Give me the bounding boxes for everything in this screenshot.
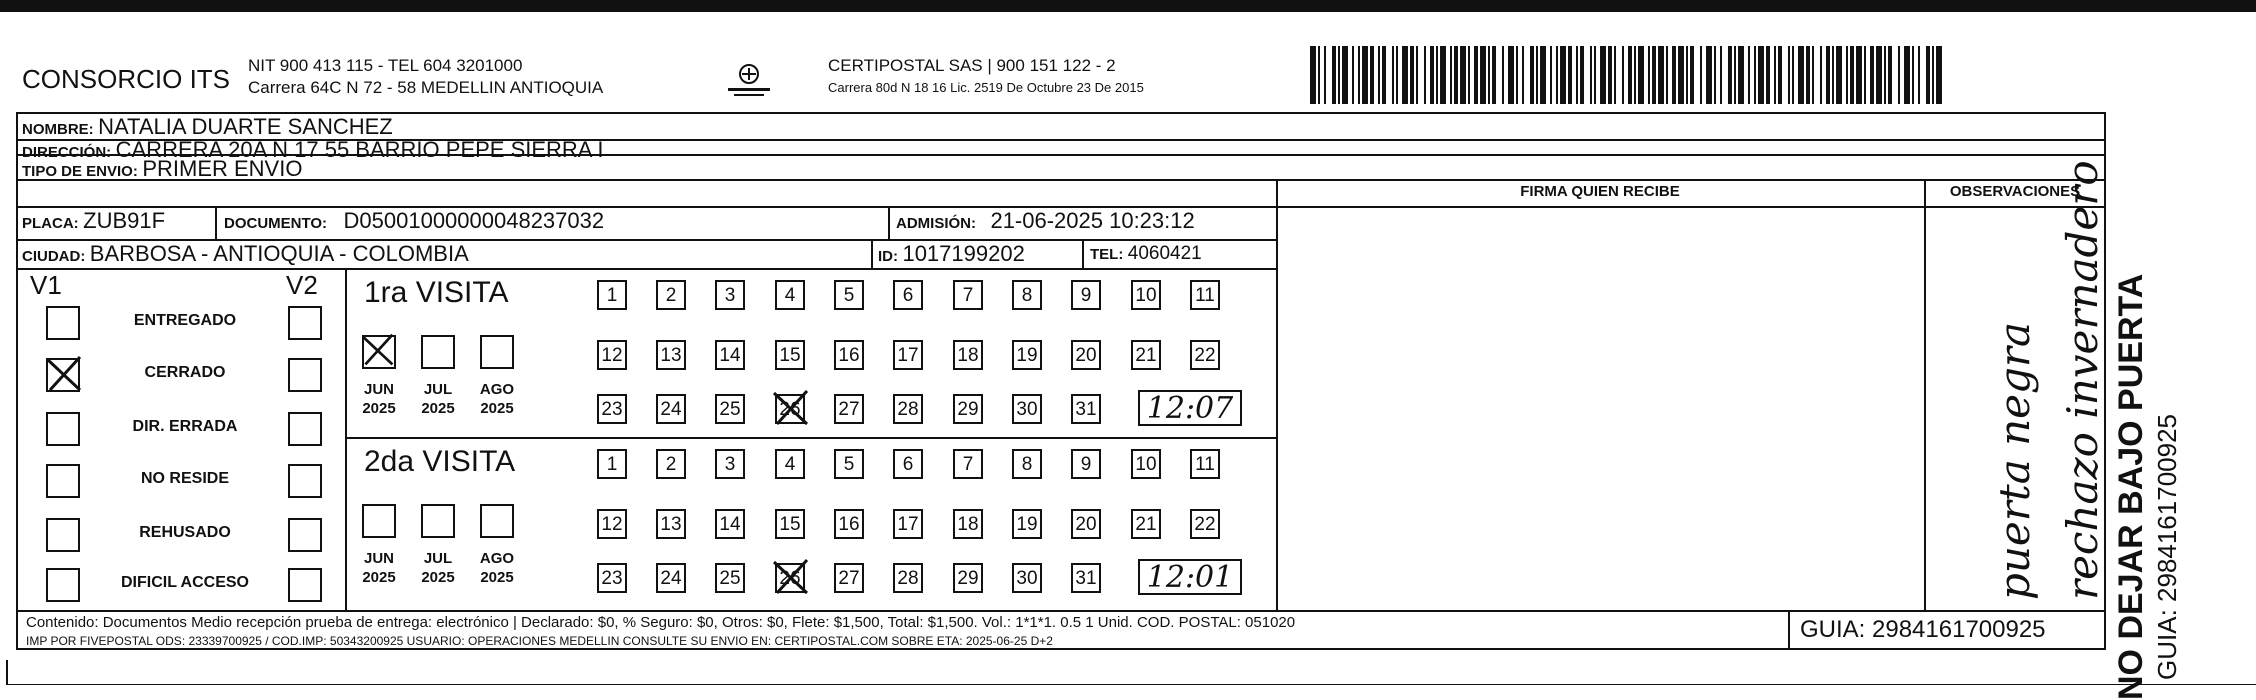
day-box[interactable]: 30 (1012, 563, 1042, 593)
barcode-bar (1806, 46, 1810, 104)
barcode-bar (1324, 46, 1326, 104)
month-name: JUN (363, 381, 394, 398)
barcode-bar (1460, 46, 1466, 104)
barcode-bar (1638, 46, 1644, 104)
barcode-bar (1580, 46, 1584, 104)
month-year: 2025 (421, 400, 455, 417)
barcode-bar (1410, 46, 1414, 104)
tel-row (1090, 243, 1202, 265)
barcode-bar (1436, 46, 1438, 104)
barcode-bar (1508, 46, 1514, 104)
row-divider (1276, 206, 2106, 208)
day-box[interactable]: 15 (775, 509, 805, 539)
barcode-bar (1672, 46, 1676, 104)
day-box[interactable]: 8 (1012, 449, 1042, 479)
barcode-bar (1812, 46, 1814, 104)
v1-header: V1 (30, 270, 62, 300)
day-box[interactable]: 11 (1190, 280, 1220, 310)
barcode-bar (1648, 46, 1650, 104)
company-nit: NIT 900 413 115 - TEL 604 3201000 (248, 56, 523, 75)
barcode-bar (1778, 46, 1782, 104)
barcode-bar (1492, 46, 1496, 104)
month-check-mark (360, 332, 396, 368)
barcode-bar (1318, 46, 1320, 104)
day-mark (771, 557, 811, 597)
barcode-bar (1628, 46, 1632, 104)
col-divider (888, 206, 890, 239)
day-box[interactable]: 25 (715, 394, 745, 424)
day-box[interactable]: 27 (834, 563, 864, 593)
barcode-bar (1614, 46, 1616, 104)
documento-label: DOCUMENTO: (224, 215, 328, 232)
id-row (878, 241, 1025, 267)
id-value: 1017199202 (902, 241, 1025, 266)
barcode-bar (1488, 46, 1490, 104)
barcode-bar (1332, 46, 1336, 104)
row-divider (16, 179, 2106, 181)
admision-value: 21-06-2025 10:23:12 (990, 208, 1195, 233)
visit-time: 12:01 (1138, 559, 1242, 595)
barcode-bar (1754, 46, 1756, 104)
barcode-bar (1870, 46, 1874, 104)
barcode-bar (1416, 46, 1418, 104)
day-box[interactable]: 5 (834, 449, 864, 479)
day-box[interactable]: 8 (1012, 280, 1042, 310)
day-box[interactable]: 6 (893, 280, 923, 310)
day-box[interactable]: 1 (597, 449, 627, 479)
v2-header: V2 (286, 270, 318, 300)
barcode-bar (1600, 46, 1606, 104)
v2-checkbox[interactable] (288, 358, 322, 392)
ciudad-value: BARBOSA - ANTIOQUIA - COLOMBIA (89, 241, 469, 266)
barcode-bar (1774, 46, 1776, 104)
month-name: JUL (423, 550, 453, 567)
day-box[interactable]: 11 (1190, 449, 1220, 479)
day-box[interactable]: 13 (656, 340, 686, 370)
day-box[interactable]: 7 (953, 449, 983, 479)
day-box[interactable]: 17 (893, 340, 923, 370)
barcode-bar (1396, 46, 1398, 104)
tipo-value: PRIMER ENVIO (142, 156, 303, 181)
v2-checkbox[interactable] (288, 464, 322, 498)
day-box[interactable]: 2 (656, 280, 686, 310)
barcode-bar (1846, 46, 1848, 104)
observacion-line-1: puerta negra (1990, 321, 2039, 600)
admision-row (896, 208, 1195, 234)
barcode-bar (1362, 46, 1368, 104)
barcode-bar (1864, 46, 1866, 104)
barcode-bar (1576, 46, 1578, 104)
barcode-bar (1884, 46, 1886, 104)
barcode-bar (1734, 46, 1736, 104)
barcode-bar (1720, 46, 1722, 104)
day-box[interactable]: 30 (1012, 394, 1042, 424)
tipo-row (22, 156, 302, 182)
v2-checkbox[interactable] (288, 518, 322, 552)
barcode-bar (1748, 46, 1750, 104)
company-name: CONSORCIO ITS (22, 64, 231, 94)
day-box[interactable]: 13 (656, 509, 686, 539)
month-year: 2025 (362, 569, 396, 586)
day-mark (771, 388, 811, 428)
v1-checkbox[interactable] (46, 412, 80, 446)
cut-line (6, 684, 2256, 685)
day-box[interactable]: 16 (834, 340, 864, 370)
day-box[interactable]: 27 (834, 394, 864, 424)
tel-value: 4060421 (1127, 243, 1202, 264)
direccion-value: CARRERA 20A N 17 55 BARRIO PEPE SIERRA I (115, 137, 604, 162)
barcode-bar (1382, 46, 1386, 104)
barcode-bar (1820, 46, 1822, 104)
status-label: CERRADO (144, 364, 226, 381)
barcode-bar (1530, 46, 1534, 104)
day-box[interactable]: 20 (1071, 340, 1101, 370)
month-year: 2025 (421, 569, 455, 586)
month-label (413, 549, 463, 587)
day-box[interactable]: 9 (1071, 280, 1101, 310)
visit-title: 2da VISITA (364, 445, 516, 478)
day-box[interactable]: 6 (893, 449, 923, 479)
barcode-bar (1522, 46, 1524, 104)
v2-checkbox[interactable] (288, 568, 322, 602)
courier-license: Carrera 80d N 18 16 Lic. 2519 De Octubre 23 De 2015 (828, 80, 1144, 95)
month-label (354, 549, 404, 587)
day-box[interactable]: 25 (715, 563, 745, 593)
day-box[interactable]: 26 (775, 394, 805, 424)
barcode-bar (1454, 46, 1458, 104)
barcode-bar (1904, 46, 1910, 104)
day-box[interactable]: 2 (656, 449, 686, 479)
row-divider (16, 268, 1276, 270)
barcode-bar (1342, 46, 1348, 104)
barcode-bar (1560, 46, 1566, 104)
day-box[interactable]: 12 (597, 509, 627, 539)
barcode-bar (1352, 46, 1354, 104)
day-box[interactable]: 31 (1071, 394, 1101, 424)
day-box[interactable]: 23 (597, 394, 627, 424)
month-year: 2025 (480, 400, 514, 417)
ciudad-label: CIUDAD: (22, 248, 86, 265)
barcode-bar (1516, 46, 1518, 104)
col-divider (345, 268, 347, 610)
visit-title: 1ra VISITA (364, 276, 509, 309)
nombre-label: NOMBRE: (22, 121, 94, 138)
v1-checkbox[interactable] (46, 306, 80, 340)
col-divider (871, 239, 873, 268)
barcode-bar (1556, 46, 1558, 104)
v1-checkbox[interactable] (46, 464, 80, 498)
observaciones-label: OBSERVACIONES (1949, 183, 2081, 200)
tipo-label: TIPO DE ENVIO: (22, 163, 138, 180)
day-box[interactable]: 1 (597, 280, 627, 310)
tel-label: TEL: (1090, 246, 1124, 263)
barcode-bar (1338, 46, 1340, 104)
barcode-bar (1622, 46, 1624, 104)
v1-checkbox[interactable] (46, 518, 80, 552)
barcode-bar (1370, 46, 1374, 104)
barcode-bar (1738, 46, 1744, 104)
day-box[interactable]: 7 (953, 280, 983, 310)
day-box[interactable]: 9 (1071, 449, 1101, 479)
footer-content: Contenido: Documentos Medio recepción prueba de entrega: electrónico | Declarado: $0, % Seguro: $0, Otros: $0, Flete: $1,500, Total: $1,500. Vol.: 1*1*1. 0.5 1 Unid. COD. POSTAL: 051020 (26, 614, 1296, 631)
barcode-bar (1766, 46, 1770, 104)
barcode-bar (1440, 46, 1446, 104)
barcode-bar (1758, 46, 1764, 104)
day-box[interactable]: 15 (775, 340, 805, 370)
barcode-bar (1402, 46, 1408, 104)
barcode-bar (1652, 46, 1656, 104)
barcode-bar (1850, 46, 1854, 104)
day-box[interactable]: 14 (715, 509, 745, 539)
crop-mark (6, 660, 8, 684)
barcode-bar (1502, 46, 1504, 104)
side-guia: GUIA: 2984161700925 (2152, 414, 2182, 680)
day-box[interactable]: 31 (1071, 563, 1101, 593)
barcode-bar (1666, 46, 1668, 104)
barcode (1310, 46, 1950, 104)
day-box[interactable]: 28 (893, 394, 923, 424)
admision-label: ADMISIÓN: (896, 215, 976, 232)
company-address: Carrera 64C N 72 - 58 MEDELLIN ANTIOQUIA (248, 78, 604, 97)
status-label: DIFICIL ACCESO (120, 574, 249, 591)
status-label: ENTREGADO (133, 312, 237, 329)
day-box[interactable]: 16 (834, 509, 864, 539)
barcode-bar (1728, 46, 1732, 104)
barcode-bar (1690, 46, 1694, 104)
day-box[interactable]: 21 (1131, 509, 1161, 539)
month-name: JUL (423, 381, 453, 398)
barcode-bar (1358, 46, 1360, 104)
courier-nit: CERTIPOSTAL SAS | 900 151 122 - 2 (828, 56, 1116, 75)
barcode-bar (1550, 46, 1552, 104)
day-box[interactable]: 21 (1131, 340, 1161, 370)
status-label: DIR. ERRADA (132, 418, 238, 435)
barcode-bar (1392, 46, 1394, 104)
barcode-bar (1450, 46, 1452, 104)
day-box[interactable]: 17 (893, 509, 923, 539)
barcode-bar (1700, 46, 1702, 104)
barcode-bar (1634, 46, 1636, 104)
month-checkbox[interactable] (421, 504, 455, 538)
barcode-bar (1480, 46, 1486, 104)
month-name: JUN (363, 550, 394, 567)
status-label: REHUSADO (139, 524, 231, 541)
col-divider (1788, 610, 1790, 650)
day-box[interactable]: 12 (597, 340, 627, 370)
barcode-bar (1912, 46, 1914, 104)
observacion-line-2: rechazo invernadero (2058, 160, 2107, 600)
barcode-bar (1608, 46, 1612, 104)
documento-row (224, 208, 604, 234)
month-label (354, 380, 404, 418)
barcode-bar (1590, 46, 1592, 104)
day-box[interactable]: 20 (1071, 509, 1101, 539)
barcode-bar (1936, 46, 1942, 104)
v2-checkbox[interactable] (288, 412, 322, 446)
day-box[interactable]: 3 (715, 449, 745, 479)
row-divider (16, 610, 2106, 612)
barcode-bar (1856, 46, 1862, 104)
month-checkbox[interactable] (362, 504, 396, 538)
visit-time: 12:07 (1138, 390, 1242, 426)
barcode-bar (1474, 46, 1478, 104)
barcode-bar (1898, 46, 1900, 104)
day-box[interactable]: 5 (834, 280, 864, 310)
placa-label: PLACA: (22, 215, 79, 232)
nombre-value: NATALIA DUARTE SANCHEZ (98, 114, 393, 139)
day-box[interactable]: 26 (775, 563, 805, 593)
day-box[interactable]: 24 (656, 563, 686, 593)
barcode-bar (1798, 46, 1804, 104)
day-box[interactable]: 28 (893, 563, 923, 593)
barcode-bar (1888, 46, 1892, 104)
v2-checkbox[interactable] (288, 306, 322, 340)
day-box[interactable]: 18 (953, 340, 983, 370)
barcode-bar (1378, 46, 1380, 104)
day-box[interactable]: 4 (775, 449, 805, 479)
v1-checkbox[interactable] (46, 568, 80, 602)
firma-label: FIRMA QUIEN RECIBE (1520, 183, 1680, 200)
barcode-bar (1876, 46, 1882, 104)
barcode-bar (1594, 46, 1596, 104)
visit-divider (345, 437, 1276, 439)
month-checkbox[interactable] (480, 335, 514, 369)
v1-check-mark (44, 354, 84, 394)
month-year: 2025 (480, 569, 514, 586)
documento-value: D05001000000048237032 (343, 208, 605, 233)
day-box[interactable]: 29 (953, 394, 983, 424)
day-box[interactable]: 23 (597, 563, 627, 593)
barcode-bar (1926, 46, 1930, 104)
col-divider (1276, 179, 1278, 610)
barcode-bar (1932, 46, 1934, 104)
id-label: ID: (878, 248, 898, 265)
day-box[interactable]: 22 (1190, 340, 1220, 370)
barcode-bar (1826, 46, 1830, 104)
barcode-bar (1788, 46, 1790, 104)
barcode-bar (1468, 46, 1470, 104)
footer-guia: GUIA: 2984161700925 (1800, 616, 2046, 643)
month-label (472, 380, 522, 418)
barcode-bar (1686, 46, 1688, 104)
month-label (472, 549, 522, 587)
barcode-bar (1424, 46, 1426, 104)
month-label (413, 380, 463, 418)
barcode-bar (1540, 46, 1546, 104)
day-box[interactable]: 10 (1131, 449, 1161, 479)
no-dejar-warning: NO DEJAR BAJO PUERTA (2112, 273, 2150, 700)
day-box[interactable]: 14 (715, 340, 745, 370)
col-divider (215, 206, 217, 239)
direccion-label: DIRECCIÓN: (22, 144, 112, 161)
barcode-bar (1832, 46, 1834, 104)
day-box[interactable]: 19 (1012, 340, 1042, 370)
barcode-bar (1568, 46, 1572, 104)
col-divider (1082, 239, 1084, 268)
day-box[interactable]: 10 (1131, 280, 1161, 310)
barcode-bar (1310, 46, 1316, 104)
barcode-bar (1430, 46, 1434, 104)
month-checkbox[interactable] (421, 335, 455, 369)
ciudad-row (22, 241, 469, 267)
barcode-bar (1836, 46, 1842, 104)
month-name: AGO (479, 550, 515, 567)
barcode-bar (1714, 46, 1716, 104)
month-name: AGO (479, 381, 515, 398)
barcode-bar (1918, 46, 1920, 104)
barcode-bar (1792, 46, 1794, 104)
day-box[interactable]: 18 (953, 509, 983, 539)
day-box[interactable]: 19 (1012, 509, 1042, 539)
day-box[interactable]: 24 (656, 394, 686, 424)
placa-value: ZUB91F (83, 208, 166, 233)
certipostal-logo-icon (720, 60, 778, 100)
status-label: NO RESIDE (140, 470, 229, 487)
barcode-bar (1536, 46, 1538, 104)
barcode-bar (1658, 46, 1664, 104)
day-box[interactable]: 4 (775, 280, 805, 310)
footer-print-info: IMP POR FIVEPOSTAL ODS: 23339700925 / COD.IMP: 50343200925 USUARIO: OPERACIONES MEDELLIN CONSULTE SU ENVIO EN: CERTIPOSTAL.COM SOBRE ETA: 2025-06-25 D+2 (26, 634, 1053, 648)
barcode-bar (1678, 46, 1684, 104)
month-year: 2025 (362, 400, 396, 417)
month-checkbox[interactable] (480, 504, 514, 538)
day-box[interactable]: 22 (1190, 509, 1220, 539)
day-box[interactable]: 29 (953, 563, 983, 593)
placa-row (22, 208, 165, 234)
col-divider (1924, 179, 1926, 610)
day-box[interactable]: 3 (715, 280, 745, 310)
barcode-bar (1706, 46, 1712, 104)
top-border (0, 0, 2256, 12)
